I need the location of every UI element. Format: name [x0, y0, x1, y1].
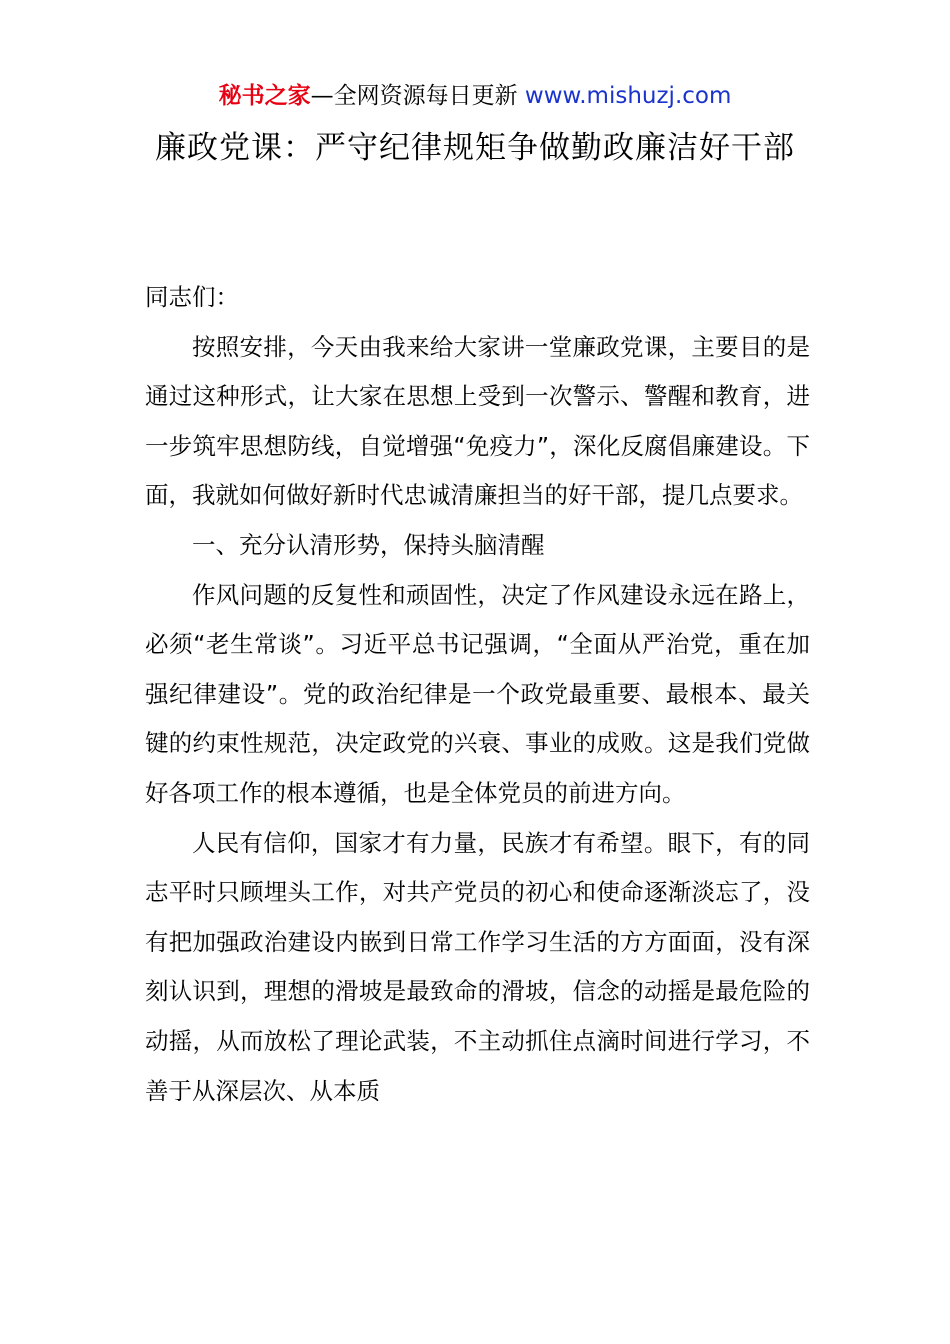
section-heading-1: 一、充分认清形势，保持头脑清醒 — [192, 530, 545, 559]
paragraph-intro: 按照安排，今天由我来给大家讲一堂廉政党课，主要目的是通过这种形式，让大家在思想上受到一次警示、警醒和教育，进一步筑牢思想防线，自觉增强“免疫力”，深化反腐倡廉建设。下面，我就如何做好新时代忠诚清廉担当的好干部，提几点要求。 — [145, 332, 810, 510]
site-header — [0, 80, 950, 112]
paragraph: 作风问题的反复性和顽固性，决定了作风建设永远在路上，必须“老生常谈”。习近平总书记强调，“全面从严治党，重在加强纪律建设”。党的政治纪律是一个政党最重要、最根本、最关键的约束性规范，决定政党的兴衰、事业的成败。这是我们党做好各项工作的根本遵循，也是全体党员的前进方向。 — [145, 580, 810, 807]
salutation: 同志们： — [145, 283, 239, 311]
paragraph: 人民有信仰，国家才有力量，民族才有希望。眼下，有的同志平时只顾埋头工作，对共产党员的初心和使命逐渐淡忘了，没有把加强政治建设内嵌到日常工作学习生活的方方面面，没有深刻认识到，理想的滑坡是最致命的滑坡，信念的动摇是最危险的动摇，从而放松了理论武装，不主动抓住点滴时间进行学习，不善于从深层次、从本质 — [145, 828, 810, 1105]
site-brand: 秘书之家 — [218, 83, 311, 109]
site-tagline: —全网资源每日更新 — [310, 83, 525, 109]
site-url-link[interactable]: www.mishuzj.com — [524, 83, 732, 109]
document-body — [145, 273, 810, 1116]
document-title: 廉政党课：严守纪律规矩争做勤政廉洁好干部 — [155, 130, 795, 166]
